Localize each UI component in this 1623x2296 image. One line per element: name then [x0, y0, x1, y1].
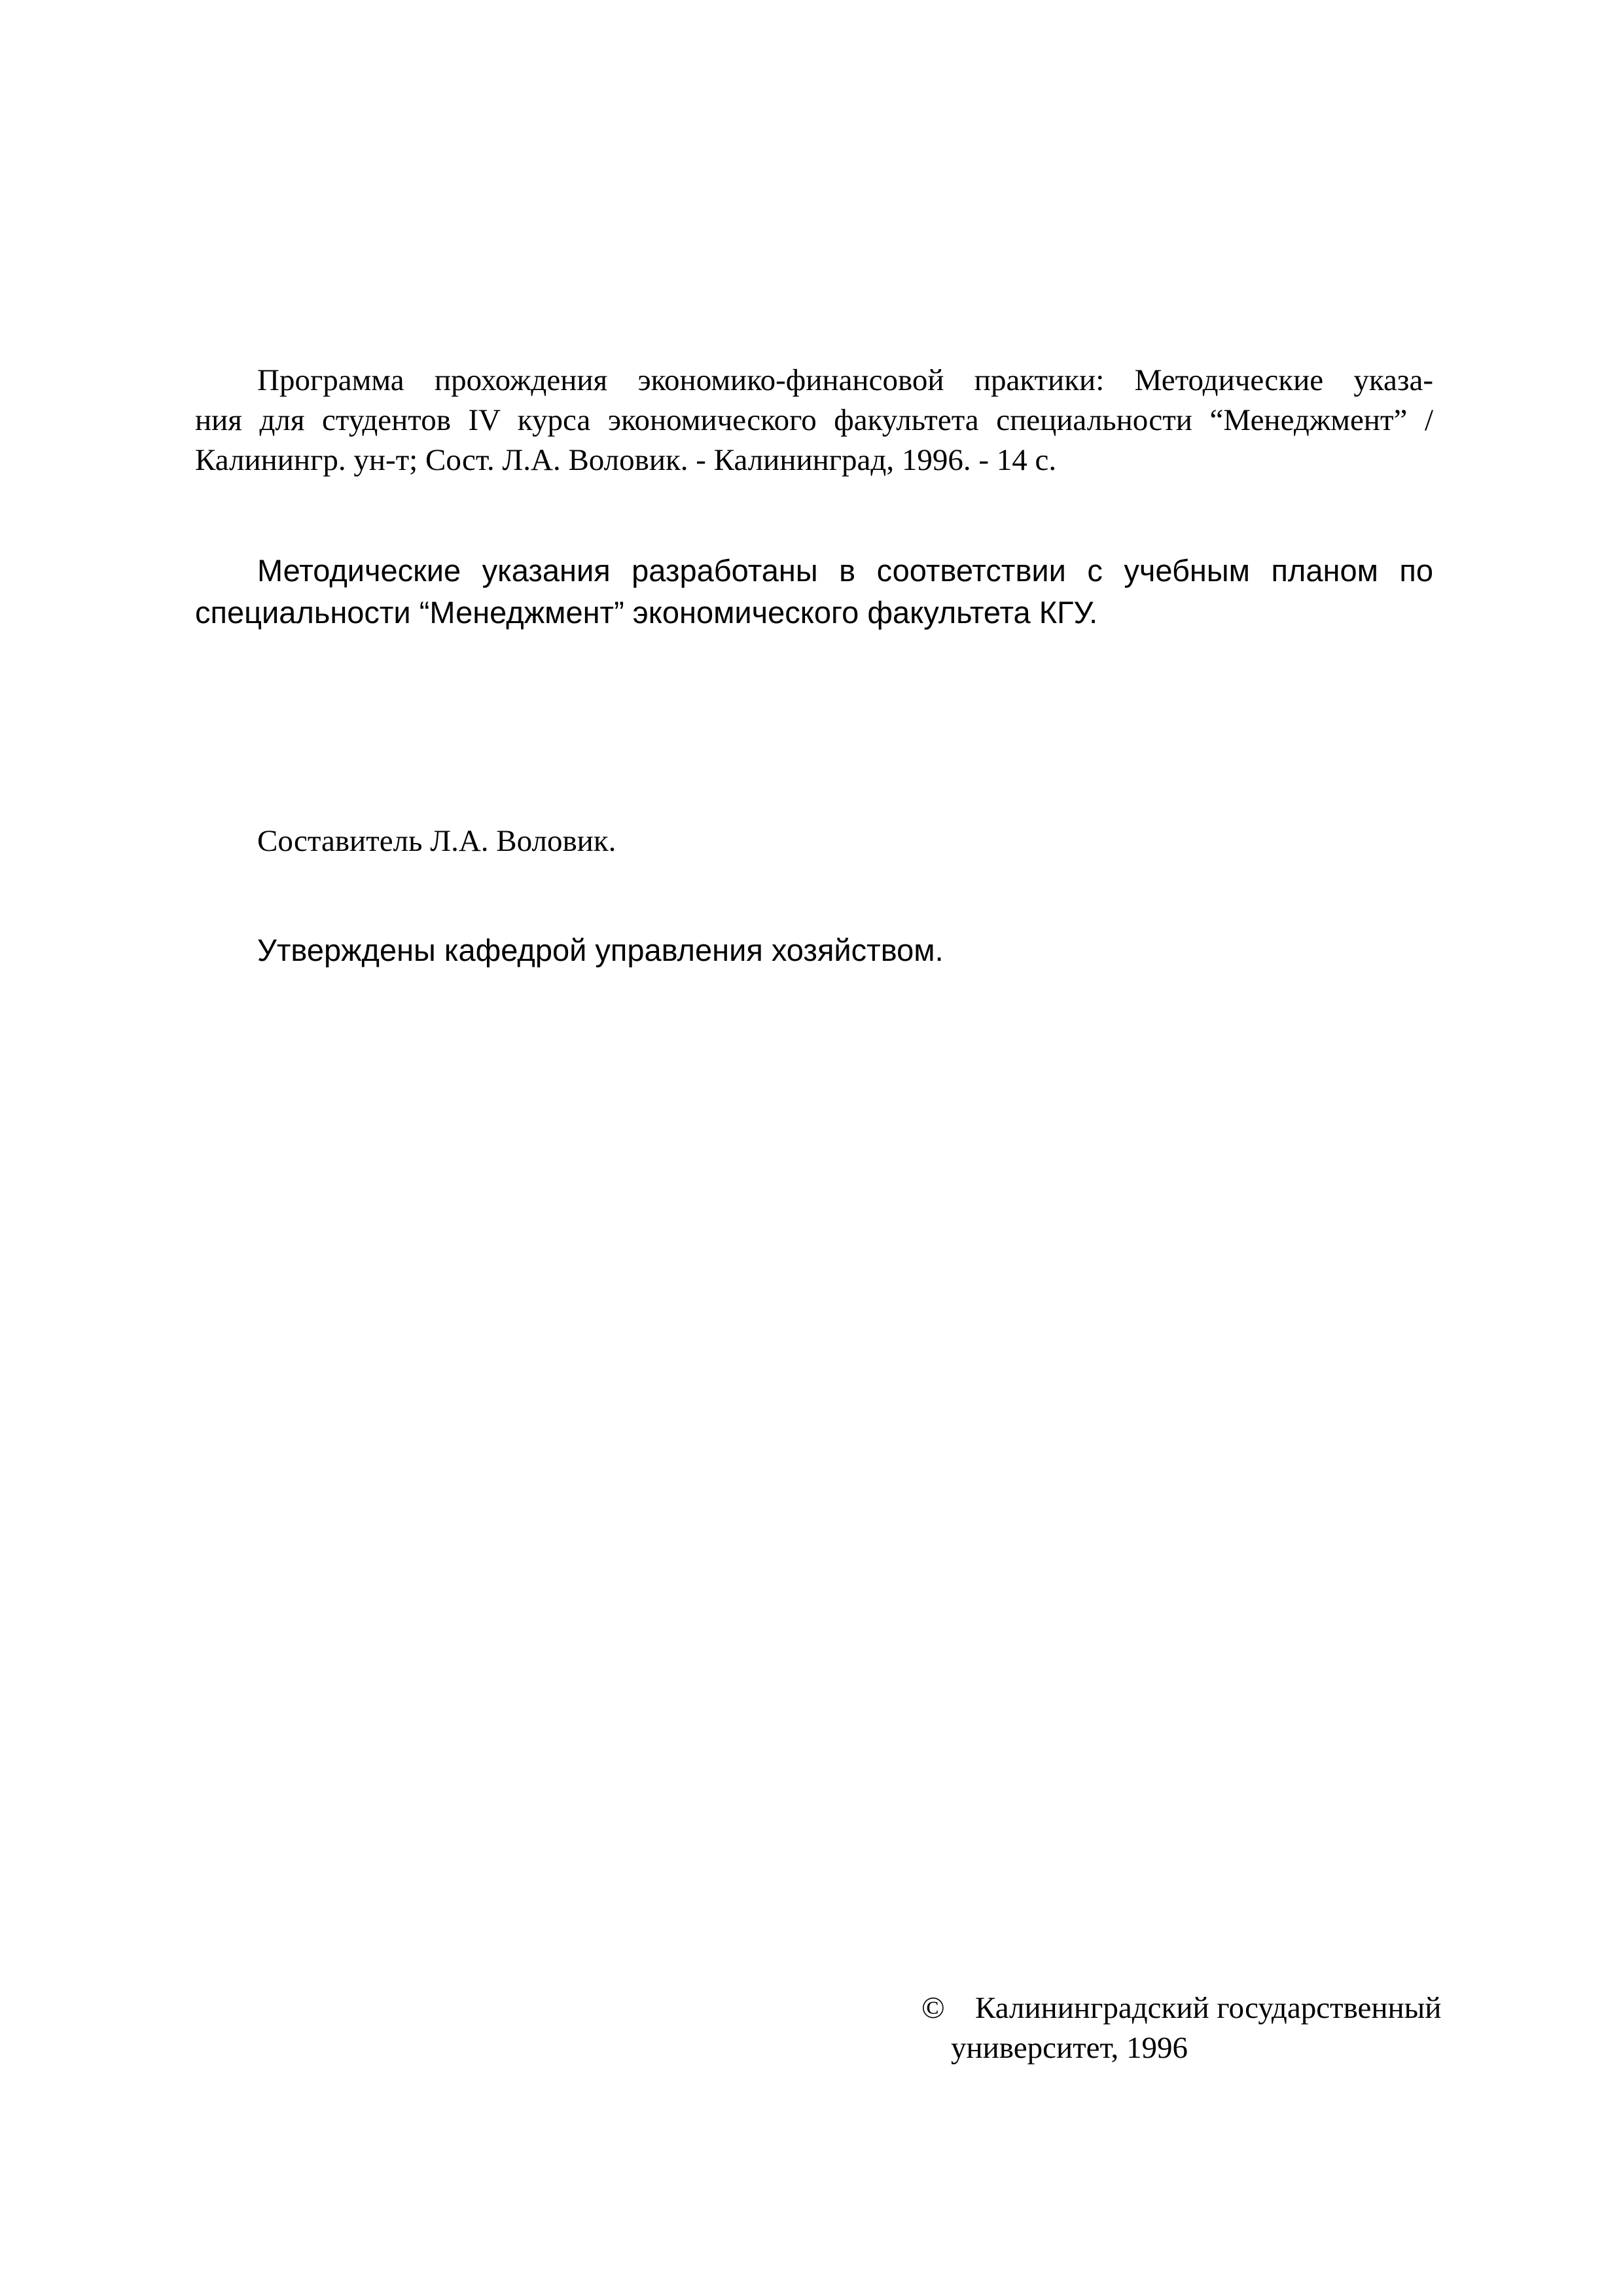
copyright-notice: [921, 1988, 1445, 2068]
bibliography-line-1: Программа прохождения экономико-финансовой практики: Методические указа-: [257, 363, 1433, 397]
copyright-symbol: ©: [921, 1991, 945, 2025]
purpose-line-1: Методические указания разработаны в соответствии с учебным планом по: [257, 553, 1433, 588]
bibliographic-description: [195, 361, 1433, 480]
copyright-holder: Калининградский государственный: [975, 1991, 1442, 2025]
compiler-note: Составитель Л.А. Воловик.: [257, 824, 616, 858]
purpose-line-2: специальности “Менеджмент” экономического факультета КГУ.: [195, 595, 1098, 630]
bibliography-line-2: ния для студентов IV курса экономического факультета специальности “Менеджмент” /: [195, 403, 1433, 437]
bibliography-line-3: Калинингр. ун-т; Сост. Л.А. Воловик. - Калининград, 1996. - 14 с.: [195, 443, 1057, 477]
copyright-line-2: университет, 1996: [951, 2031, 1188, 2065]
copyright-line-1: [921, 1988, 1445, 2028]
purpose-statement: [195, 550, 1433, 634]
approval-note: Утверждены кафедрой управления хозяйством.: [257, 933, 944, 967]
